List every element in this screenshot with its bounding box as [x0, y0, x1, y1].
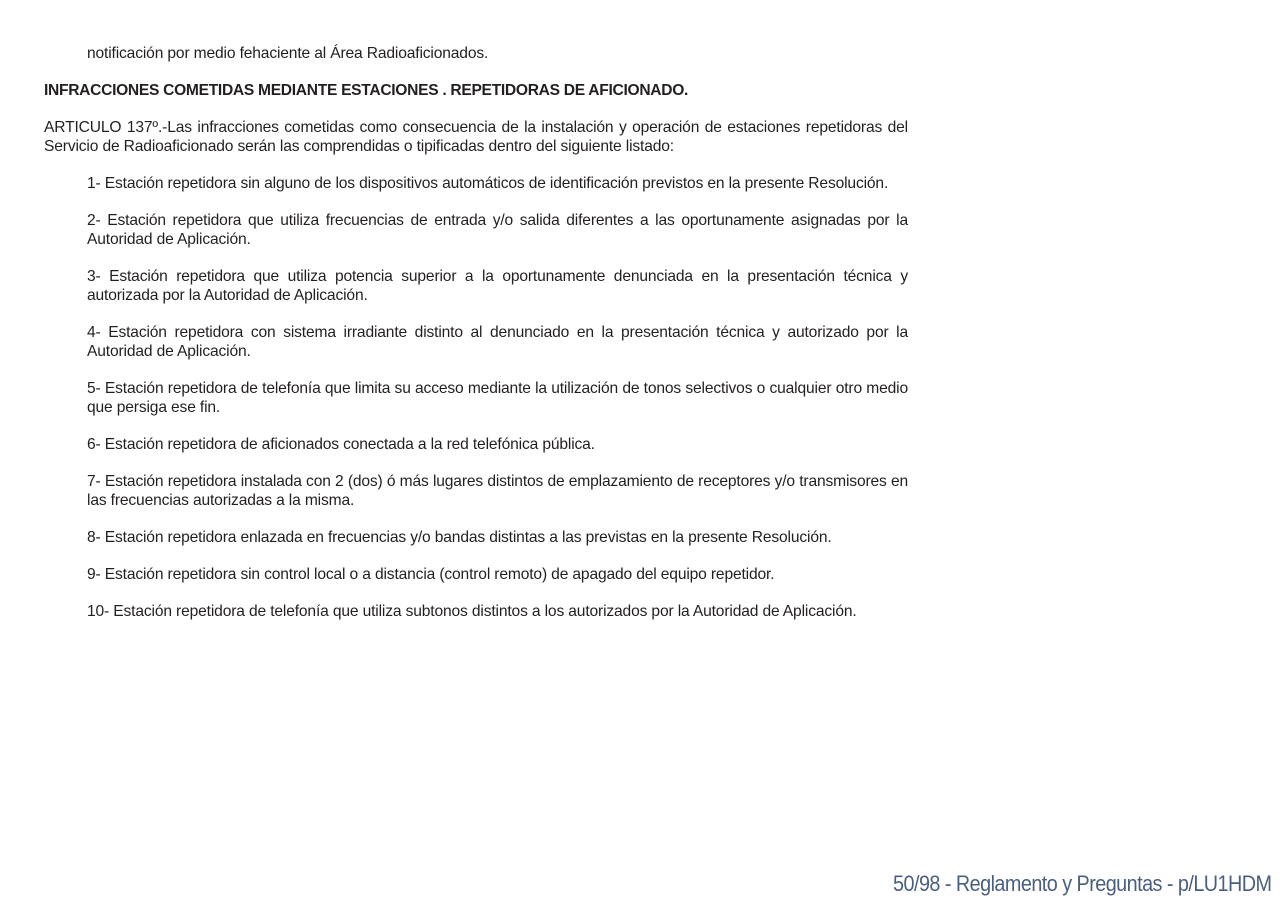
list-item: 10- Estación repetidora de telefonía que utiliza subtonos distintos a los autorizados por la Autoridad de Aplicación.: [87, 603, 857, 620]
list-item: 2- Estación repetidora que utiliza frecuencias de entrada y/o salida diferentes a las oportunamente asignadas por la Autoridad de Aplicación.: [87, 212, 908, 248]
list-item: 9- Estación repetidora sin control local o a distancia (control remoto) de apagado del equipo repetidor.: [87, 566, 775, 583]
section-heading: INFRACCIONES COMETIDAS MEDIANTE ESTACIONES . REPETIDORAS DE AFICIONADO.: [44, 82, 689, 99]
continuation-paragraph: notificación por medio fehaciente al Área Radioaficionados.: [87, 45, 489, 62]
document-body: [44, 44, 908, 639]
list-item: 6- Estación repetidora de aficionados conectada a la red telefónica pública.: [87, 436, 595, 453]
list-item: 5- Estación repetidora de telefonía que limita su acceso mediante la utilización de tonos selectivos o cualquier otro medio que persiga ese fin.: [87, 380, 908, 416]
list-item: 4- Estación repetidora con sistema irradiante distinto al denunciado en la presentación técnica y autorizado por la Autoridad de Aplicación.: [87, 324, 908, 360]
list-item: 7- Estación repetidora instalada con 2 (dos) ó más lugares distintos de emplazamiento de receptores y/o transmisores en las frecuencias autorizadas a la misma.: [87, 473, 908, 509]
list-item: 1- Estación repetidora sin alguno de los dispositivos automáticos de identificación previstos en la presente Resolución.: [87, 175, 889, 192]
list-item: 8- Estación repetidora enlazada en frecuencias y/o bandas distintas a las previstas en la presente Resolución.: [87, 529, 832, 546]
page-footer: 50/98 - Reglamento y Preguntas - p/LU1HDM: [893, 871, 1272, 896]
list-item: 3- Estación repetidora que utiliza potencia superior a la oportunamente denunciada en la presentación técnica y autorizada por la Autoridad de Aplicación.: [87, 268, 908, 304]
article-137-intro: ARTICULO 137º.-Las infracciones cometidas como consecuencia de la instalación y operación de estaciones repetidoras del Servicio de Radioaficionado serán las comprendidas o tipificadas dentro del siguiente listado:: [44, 119, 908, 155]
infractions-list: [44, 174, 908, 621]
